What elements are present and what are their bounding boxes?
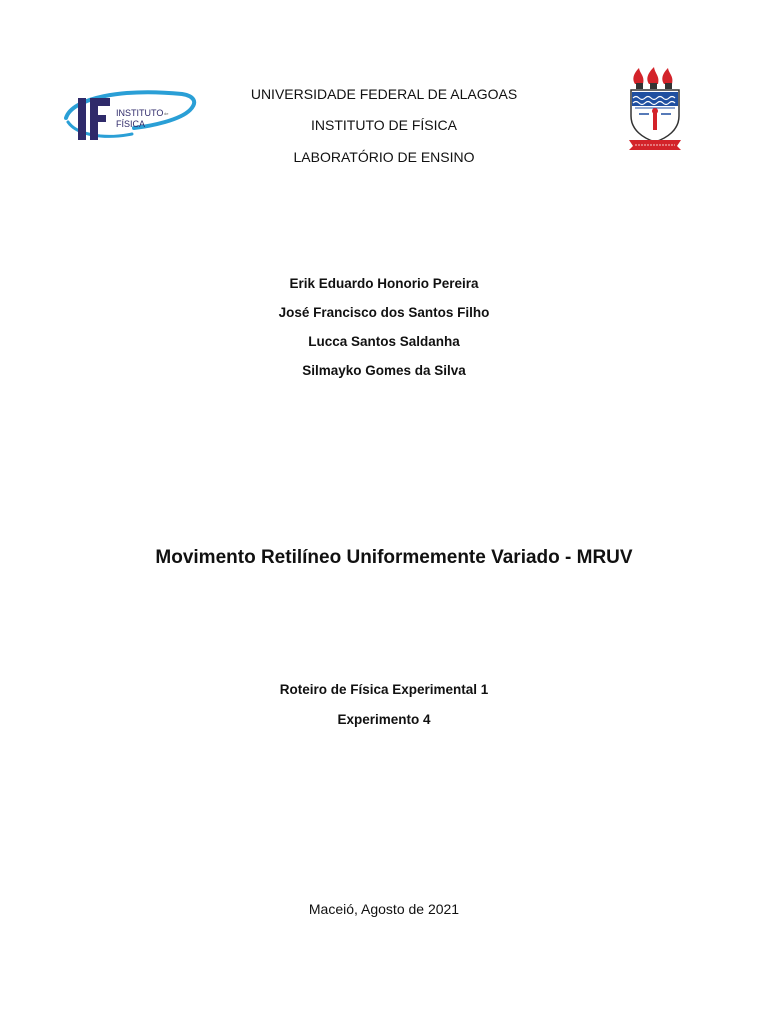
lab-name: LABORATÓRIO DE ENSINO <box>293 149 475 165</box>
university-name: UNIVERSIDADE FEDERAL DE ALAGOAS <box>250 86 518 102</box>
ufal-coat-of-arms-icon <box>627 66 683 152</box>
author-name: Silmayko Gomes da Silva <box>302 363 466 378</box>
author-name: Erik Eduardo Honorio Pereira <box>289 276 479 291</box>
author-name: Lucca Santos Saldanha <box>308 334 460 349</box>
if-logo-line2: FÍSICA <box>116 119 146 129</box>
place-and-date: Maceió, Agosto de 2021 <box>308 901 460 917</box>
course-name: Roteiro de Física Experimental 1 <box>279 682 489 697</box>
institute-name: INSTITUTO DE FÍSICA <box>311 117 457 133</box>
author-name: José Francisco dos Santos Filho <box>278 305 490 320</box>
if-logo-line1: INSTITUTO <box>116 108 164 118</box>
document-title: Movimento Retilíneo Uniformemente Variado - MRUV <box>155 547 633 568</box>
if-logo-line1-small: de <box>164 111 169 116</box>
experiment-number: Experimento 4 <box>337 712 431 727</box>
